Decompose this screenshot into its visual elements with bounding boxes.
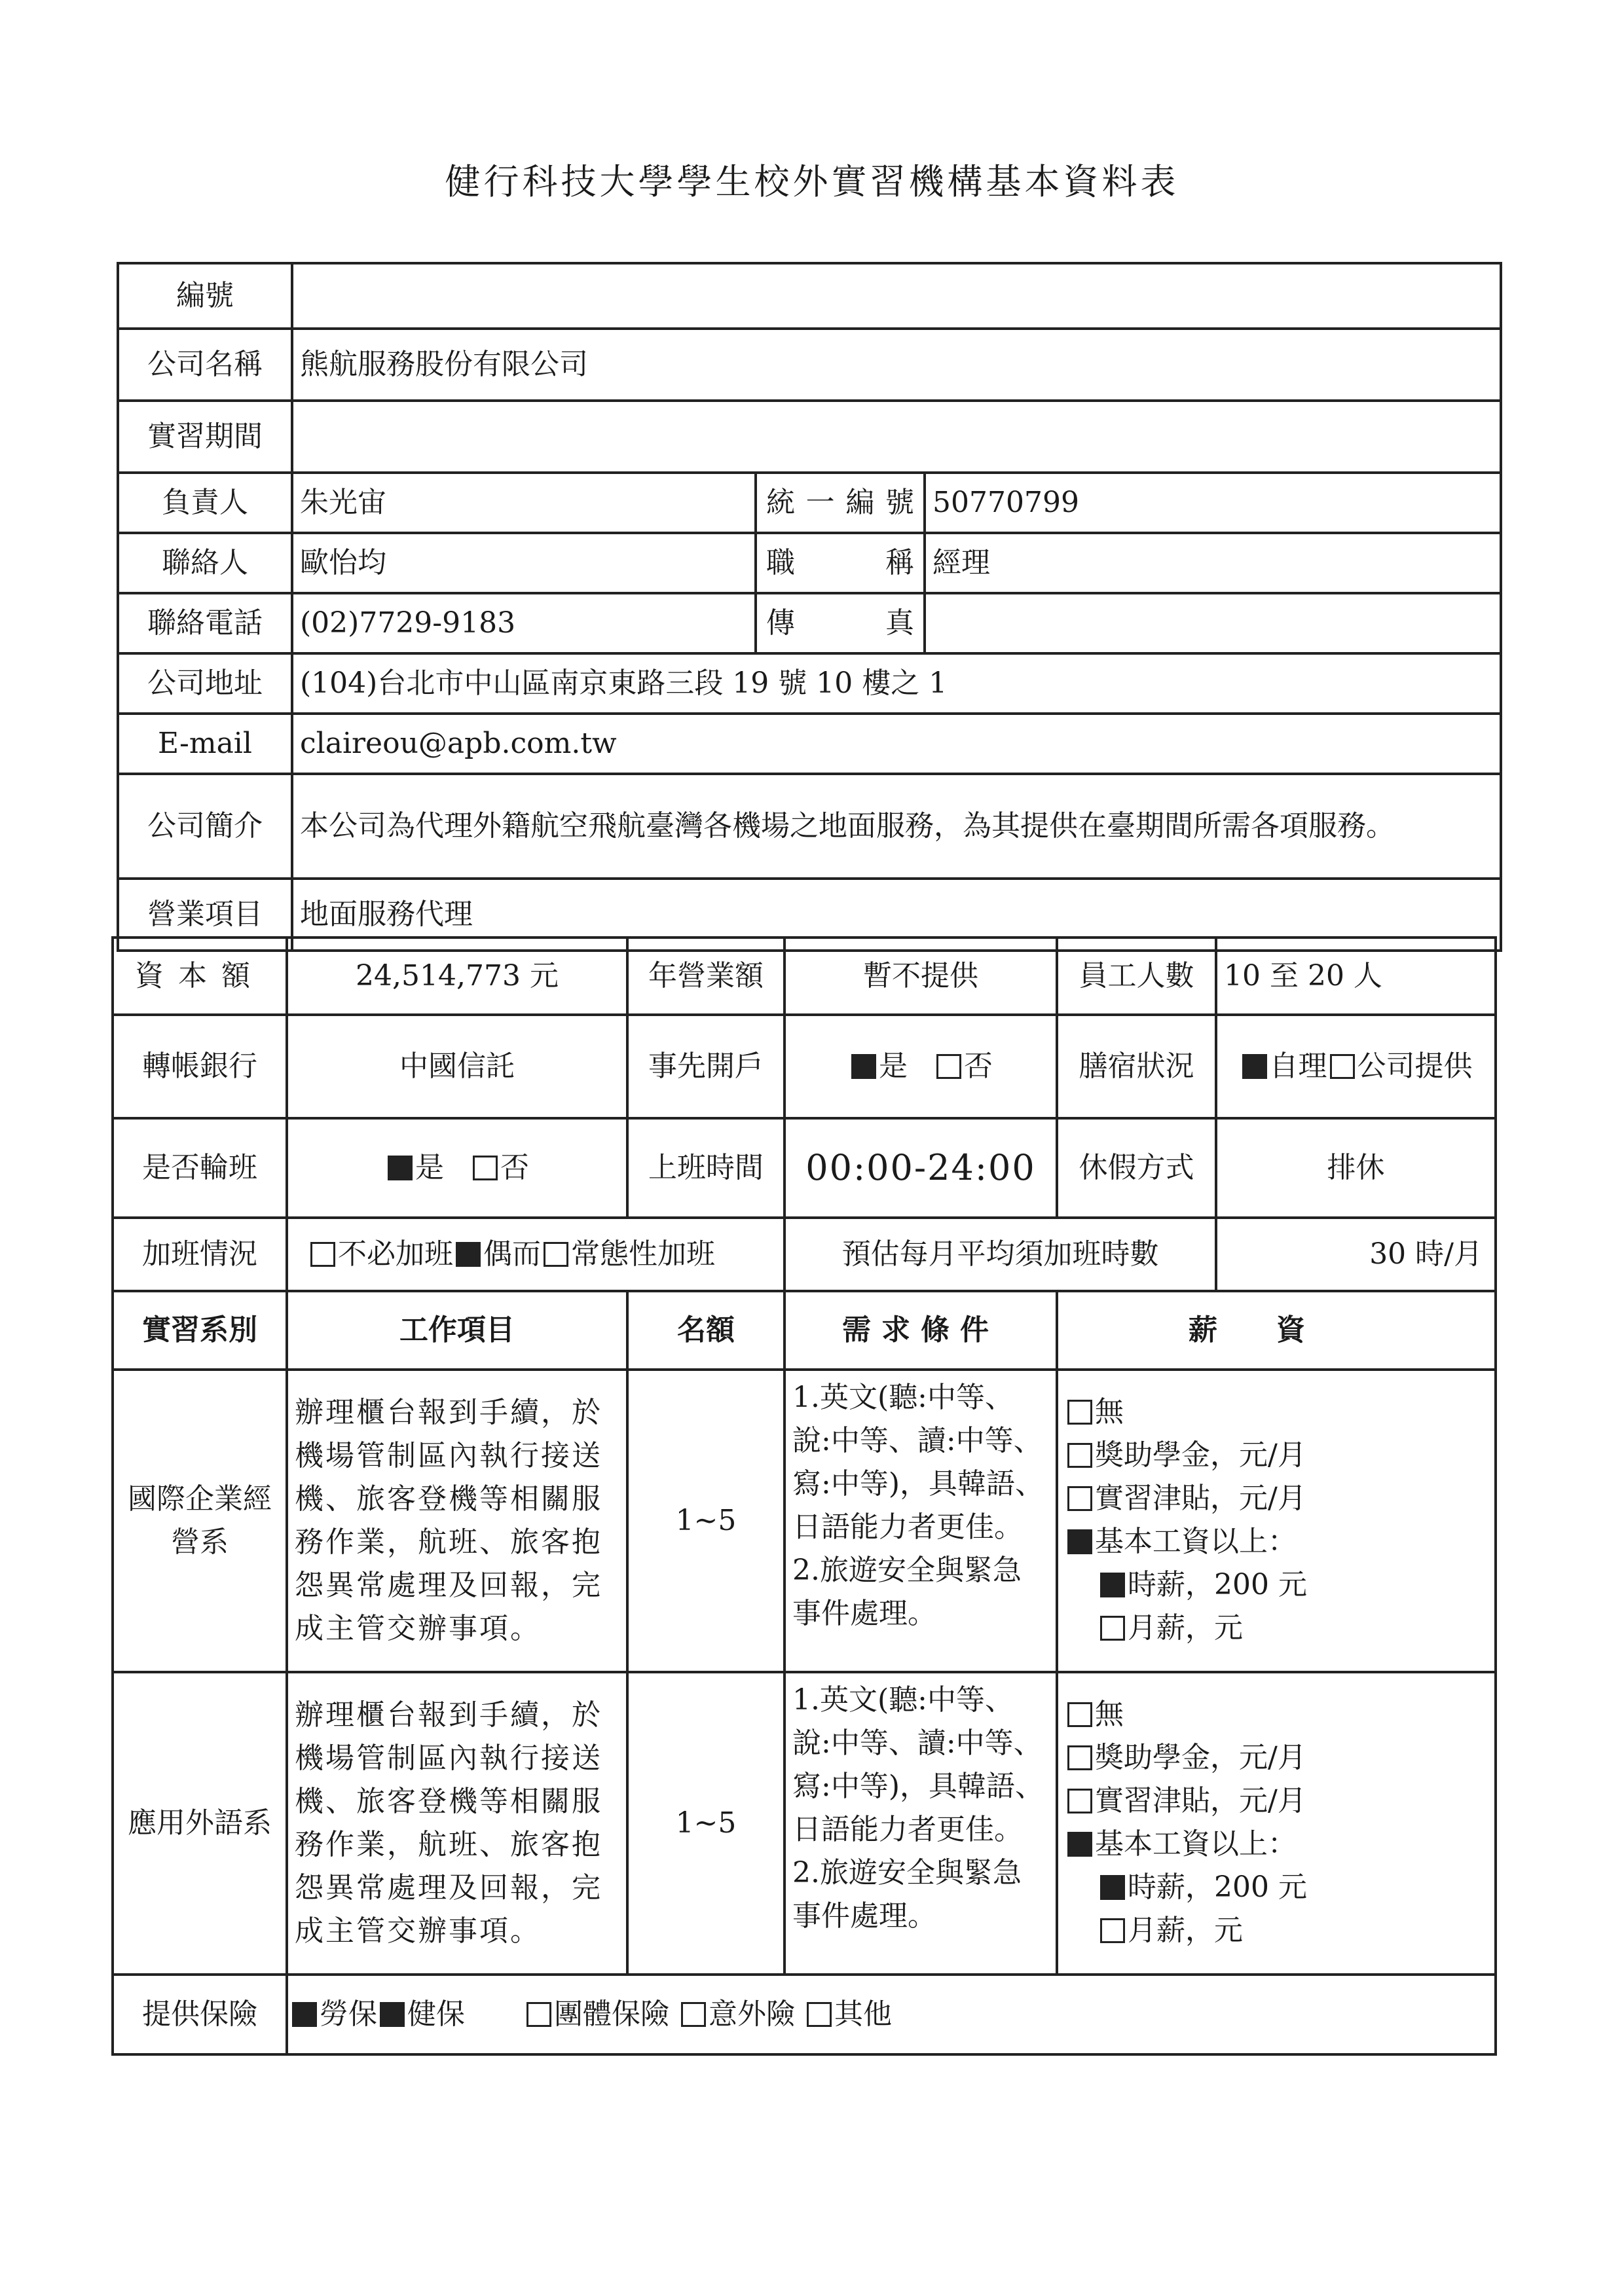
leave-label: 休假方式 bbox=[1057, 1118, 1216, 1218]
account-yes-checkbox[interactable] bbox=[851, 1054, 876, 1079]
overtime-regular-label: 常態性加班 bbox=[571, 1237, 715, 1271]
pay-hourly-label: 時薪，200 元 bbox=[1128, 1870, 1307, 1904]
overtime-none-label: 不必加班 bbox=[338, 1237, 453, 1271]
job-req-1: 1.英文(聽:中等、說:中等、讀:中等、寫:中等)，具韓語、日語能力者更佳。 bbox=[792, 1381, 1044, 1544]
overtime-label: 加班情況 bbox=[113, 1218, 287, 1291]
insurance-health-label: 健保 bbox=[407, 1997, 465, 2031]
pay-monthly-label: 月薪，元 bbox=[1128, 1611, 1243, 1645]
contact-field[interactable]: 歐怡均 bbox=[292, 533, 756, 593]
pay-scholarship-label: 獎助學金，元/月 bbox=[1095, 1438, 1306, 1472]
insurance-other-checkbox[interactable] bbox=[807, 2002, 832, 2027]
tax-id-field[interactable]: 50770799 bbox=[925, 473, 1501, 533]
staff-label: 員工人數 bbox=[1057, 938, 1216, 1015]
job-dept: 國際企業經營系 bbox=[113, 1370, 287, 1672]
job-req-2: 2.旅遊安全與緊急事件處理。 bbox=[792, 1554, 1022, 1630]
contact-label: 聯絡人 bbox=[118, 533, 292, 593]
capital-field[interactable]: 24,514,773 元 bbox=[287, 938, 627, 1015]
address-field[interactable]: (104)台北市中山區南京東路三段 19 號 10 樓之 1 bbox=[292, 653, 1501, 714]
bank-field[interactable]: 中國信託 bbox=[287, 1015, 627, 1118]
insurance-health-checkbox[interactable] bbox=[380, 2002, 405, 2027]
job-requirements[interactable] bbox=[784, 1370, 1057, 1672]
email-label: E-mail bbox=[118, 714, 292, 774]
pay-wage-checkbox[interactable] bbox=[1067, 1832, 1092, 1857]
board-company-label: 公司提供 bbox=[1357, 1049, 1473, 1083]
jobs-header-quota: 名額 bbox=[627, 1291, 784, 1370]
owner-field[interactable]: 朱光宙 bbox=[292, 473, 756, 533]
pay-allowance-checkbox[interactable] bbox=[1067, 1789, 1092, 1813]
job-salary bbox=[1057, 1370, 1496, 1672]
job-quota[interactable]: 1~5 bbox=[627, 1370, 784, 1672]
job-row bbox=[113, 1672, 1496, 1975]
fax-field[interactable] bbox=[925, 593, 1501, 653]
revenue-field[interactable]: 暫不提供 bbox=[784, 938, 1057, 1015]
insurance-group-label: 團體保險 bbox=[554, 1997, 669, 2031]
job-row bbox=[113, 1370, 1496, 1672]
pay-monthly-label: 月薪，元 bbox=[1128, 1914, 1243, 1947]
job-title-field[interactable]: 經理 bbox=[925, 533, 1501, 593]
jobs-header-salary: 薪資 bbox=[1057, 1291, 1496, 1370]
leave-field[interactable]: 排休 bbox=[1216, 1118, 1496, 1218]
job-requirements[interactable] bbox=[784, 1672, 1057, 1975]
pay-none-checkbox[interactable] bbox=[1067, 1702, 1092, 1727]
phone-label: 聯絡電話 bbox=[118, 593, 292, 653]
pay-wage-label: 基本工資以上： bbox=[1095, 1525, 1297, 1558]
pay-hourly-checkbox[interactable] bbox=[1100, 1875, 1125, 1900]
overtime-options bbox=[287, 1218, 784, 1291]
job-quota[interactable]: 1~5 bbox=[627, 1672, 784, 1975]
hours-label: 上班時間 bbox=[627, 1118, 784, 1218]
serial-field[interactable] bbox=[292, 263, 1501, 329]
account-no-checkbox[interactable] bbox=[936, 1054, 961, 1079]
revenue-label: 年營業額 bbox=[627, 938, 784, 1015]
account-label: 事先開戶 bbox=[627, 1015, 784, 1118]
insurance-labor-checkbox[interactable] bbox=[292, 2002, 317, 2027]
board-label: 膳宿狀況 bbox=[1057, 1015, 1216, 1118]
job-req-2: 2.旅遊安全與緊急事件處理。 bbox=[792, 1856, 1022, 1933]
overtime-occasional-checkbox[interactable] bbox=[456, 1242, 481, 1267]
job-req-1: 1.英文(聽:中等、說:中等、讀:中等、寫:中等)，具韓語、日語能力者更佳。 bbox=[792, 1683, 1044, 1846]
pay-scholarship-checkbox[interactable] bbox=[1067, 1443, 1092, 1468]
pay-hourly-checkbox[interactable] bbox=[1100, 1573, 1125, 1597]
board-company-checkbox[interactable] bbox=[1330, 1054, 1355, 1079]
company-name-label: 公司名稱 bbox=[118, 329, 292, 401]
pay-hourly-label: 時薪，200 元 bbox=[1128, 1568, 1307, 1601]
pay-scholarship-label: 獎助學金，元/月 bbox=[1095, 1741, 1306, 1774]
account-options bbox=[784, 1015, 1057, 1118]
shift-options bbox=[287, 1118, 627, 1218]
job-duty[interactable]: 辦理櫃台報到手續，於機場管制區內執行接送機、旅客登機等相關服務作業，航班、旅客抱怨異常處理及回報，完成主管交辦事項。 bbox=[287, 1672, 627, 1975]
pay-none-label: 無 bbox=[1095, 1698, 1124, 1731]
shift-no-label: 否 bbox=[500, 1151, 529, 1184]
staff-field[interactable]: 10 至 20 人 bbox=[1216, 938, 1496, 1015]
fax-label: 傳真 bbox=[756, 593, 925, 653]
tax-id-label: 統一編號 bbox=[756, 473, 925, 533]
account-no-label: 否 bbox=[964, 1049, 993, 1083]
pay-none-checkbox[interactable] bbox=[1067, 1400, 1092, 1425]
company-name-field[interactable]: 熊航服務股份有限公司 bbox=[292, 329, 1501, 401]
shift-label: 是否輪班 bbox=[113, 1118, 287, 1218]
hours-field[interactable]: 00:00-24:00 bbox=[784, 1118, 1057, 1218]
business-field[interactable]: 地面服務代理 bbox=[292, 879, 1501, 951]
details-table bbox=[111, 936, 1497, 2056]
board-options bbox=[1216, 1015, 1496, 1118]
overtime-occasional-label: 偶而 bbox=[483, 1237, 541, 1271]
overtime-estimate-field[interactable]: 30 時/月 bbox=[1216, 1218, 1496, 1291]
pay-allowance-checkbox[interactable] bbox=[1067, 1486, 1092, 1511]
pay-allowance-label: 實習津貼，元/月 bbox=[1095, 1784, 1306, 1817]
overtime-none-checkbox[interactable] bbox=[310, 1242, 335, 1267]
insurance-options bbox=[287, 1975, 1496, 2054]
intro-field[interactable]: 本公司為代理外籍航空飛航臺灣各機場之地面服務，為其提供在臺期間所需各項服務。 bbox=[292, 774, 1501, 879]
shift-yes-label: 是 bbox=[415, 1151, 444, 1184]
address-label: 公司地址 bbox=[118, 653, 292, 714]
jobs-header-duty: 工作項目 bbox=[287, 1291, 627, 1370]
period-field[interactable] bbox=[292, 401, 1501, 473]
job-title-label: 職稱 bbox=[756, 533, 925, 593]
owner-label: 負責人 bbox=[118, 473, 292, 533]
pay-monthly-checkbox[interactable] bbox=[1100, 1616, 1125, 1641]
board-self-checkbox[interactable] bbox=[1242, 1054, 1267, 1079]
period-label: 實習期間 bbox=[118, 401, 292, 473]
insurance-label: 提供保險 bbox=[113, 1975, 287, 2054]
pay-monthly-checkbox[interactable] bbox=[1100, 1918, 1125, 1943]
jobs-header-dept: 實習系別 bbox=[113, 1291, 287, 1370]
insurance-other-label: 其他 bbox=[834, 1997, 892, 2031]
insurance-labor-label: 勞保 bbox=[320, 1997, 377, 2031]
insurance-accident-checkbox[interactable] bbox=[681, 2002, 706, 2027]
intro-label: 公司簡介 bbox=[118, 774, 292, 879]
insurance-accident-label: 意外險 bbox=[709, 1997, 795, 2031]
pay-scholarship-checkbox[interactable] bbox=[1067, 1745, 1092, 1770]
board-self-label: 自理 bbox=[1269, 1049, 1327, 1083]
jobs-header-requirements: 需求條件 bbox=[784, 1291, 1057, 1370]
account-yes-label: 是 bbox=[879, 1049, 908, 1083]
serial-label: 編號 bbox=[118, 263, 292, 329]
basic-info-table bbox=[117, 262, 1502, 952]
job-dept: 應用外語系 bbox=[113, 1672, 287, 1975]
pay-none-label: 無 bbox=[1095, 1395, 1124, 1429]
job-salary bbox=[1057, 1672, 1496, 1975]
pay-wage-label: 基本工資以上： bbox=[1095, 1827, 1297, 1861]
pay-wage-checkbox[interactable] bbox=[1067, 1529, 1092, 1554]
phone-field[interactable]: (02)7729-9183 bbox=[292, 593, 756, 653]
business-label: 營業項目 bbox=[118, 879, 292, 951]
bank-label: 轉帳銀行 bbox=[113, 1015, 287, 1118]
shift-no-checkbox[interactable] bbox=[473, 1156, 498, 1180]
insurance-group-checkbox[interactable] bbox=[526, 2002, 551, 2027]
overtime-estimate-label: 預估每月平均須加班時數 bbox=[784, 1218, 1216, 1291]
pay-allowance-label: 實習津貼，元/月 bbox=[1095, 1482, 1306, 1515]
overtime-regular-checkbox[interactable] bbox=[544, 1242, 568, 1267]
email-field[interactable]: claireou@apb.com.tw bbox=[292, 714, 1501, 774]
job-duty[interactable]: 辦理櫃台報到手續，於機場管制區內執行接送機、旅客登機等相關服務作業，航班、旅客抱怨異常處理及回報，完成主管交辦事項。 bbox=[287, 1370, 627, 1672]
shift-yes-checkbox[interactable] bbox=[388, 1156, 413, 1180]
capital-label: 資本額 bbox=[113, 938, 287, 1015]
page-title: 健行科技大學學生校外實習機構基本資料表 bbox=[445, 161, 1179, 202]
